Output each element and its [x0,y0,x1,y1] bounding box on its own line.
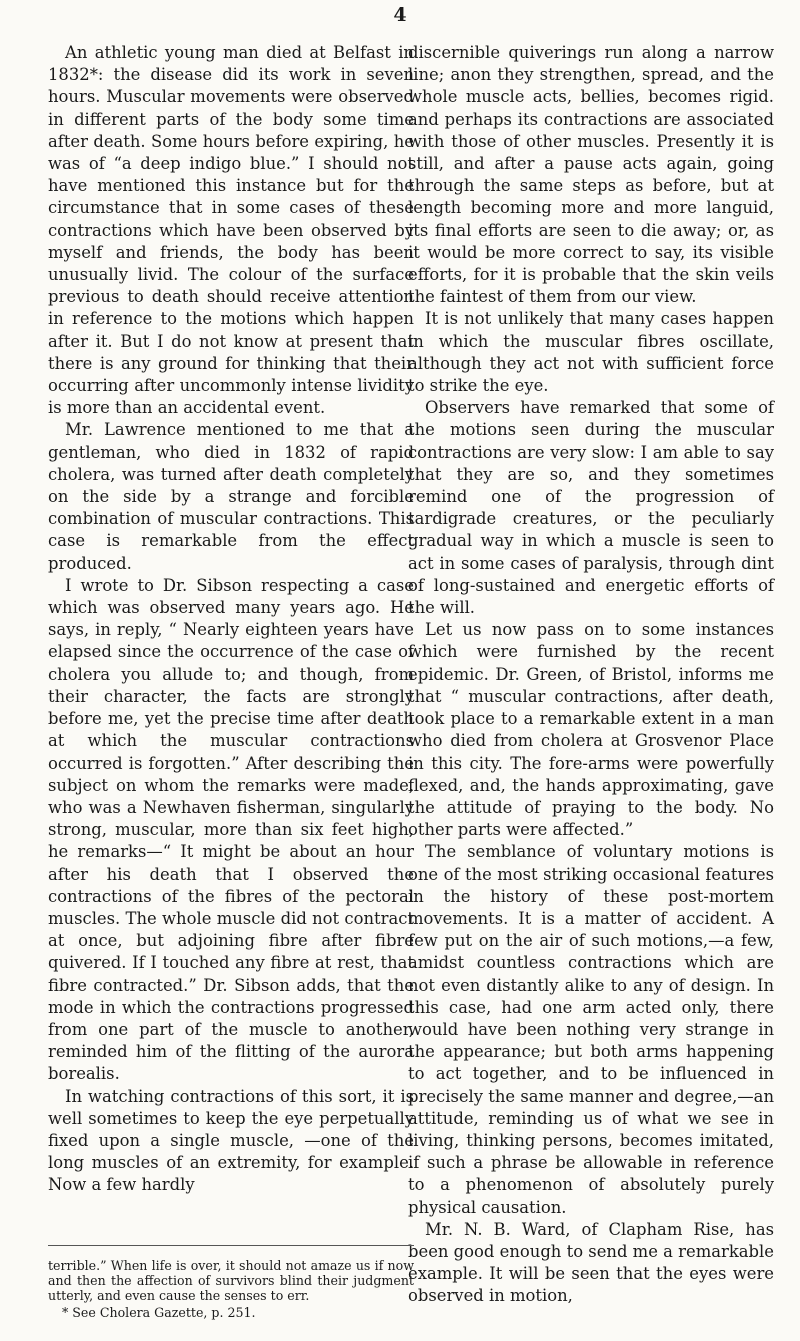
footnote: * See Cholera Gazette, p. 251. [62,1305,256,1320]
footnotes [48,1245,414,1322]
right-paragraph: It is not unlikely that many cases happen in which the muscular fibres oscillate, although they act not with sufficient force to strike the eye. [408,309,774,396]
right-paragraph: Observers have remarked that some of the motions seen during the muscular contractions are very slow: I am able to say that they are so, and they sometimes remind one of the progression of tardigrade creatures, or the peculiarly gradual way in which a muscle is seen to act in some cases of paralysis, through dint of long-sustained and energetic efforts of the will. [408,398,774,618]
right-paragraph: discernible quiverings run along a narrow line; anon they strengthen, spread, and the whole muscle acts, bellies, becomes rigid. and perhaps its contractions are associated with those of other muscles. Presently it is still, and after a pause acts again, going through the same steps as before, but at length becoming more and more languid, its final efforts are seen to die away; or, as it would be more correct to say, its visible efforts, for it is probable that the skin veils the faintest of them from our view. [408,43,774,307]
right-paragraph: Mr. N. B. Ward, of Clapham Rise, has been good enough to send me a remarkable example. It will be seen that the eyes were observed in motion, [408,1219,774,1306]
page-number: 4 [393,4,407,26]
right-column [408,42,774,1308]
right-paragraph: The semblance of voluntary motions is one of the most striking occasional features in the history of these post-mortem movements. It is a matter of accident. A few put on the air of such motions,—a few, amidst countless contractions which are not even distantly alike to any of design. In this case, had one arm acted only, there would have been nothing very strange in the appearance; but both arms happening to act together, and to be influenced in precisely the same manner and degree,—an attitude, reminding us of what we see in living, thinking persons, becomes imitated, if such a phrase be allowable in reference to a phenomenon of absolutely purely physical causation. [408,842,775,1217]
left-paragraph: Mr. Lawrence mentioned to me that a gentleman, who died in 1832 of rapid cholera, was turned after death completely on the side by a strange and forcible combination of muscular contractions. This case is remarkable from the effect produced. [48,420,414,573]
left-paragraph: An athletic young man died at Belfast in 1832*: the disease did its work in seven hours. Muscular movements were observed in different parts of the body some time after death. Some hours before expiring, he was of “a deep indigo blue.” I should not have mentioned this instance but for the circumstance that in some cases of these contractions which have been observed by myself and friends, the body has been unusually livid. The colour of the surface previous to death should receive attention in reference to the motions which happen after it. But I do not know at present that there is any ground for thinking that their occurring after uncommonly intense lividity is more than an accidental event. [48,43,414,418]
left-paragraph: In watching contractions of this sort, it is well sometimes to keep the eye perpetually fixed upon a single muscle, —one of the long muscles of an extremity, for example. Now a few hardly [48,1086,414,1195]
left-column [48,42,414,1197]
right-paragraph: Let us now pass on to some instances which were furnished by the recent epidemic. Dr. Green, of Bristol, informs me that “ muscular contractions, after death, took place to a remarkable extent in a man who died from cholera at Grosvenor Place in this city. The fore-arms were powerfully flexed, and, the hands approximating, gave the attitude of praying to the body. No other parts were affected.” [408,620,774,840]
left-paragraph: I wrote to Dr. Sibson respecting a case which was observed many years ago. He says, in reply, “ Nearly eighteen years have elapsed since the occurrence of the case of cholera you allude to; and though, from their character, the facts are strongly before me, yet the precise time after death at which the muscular contractions occurred is forgotten.” After describing the subject on whom the remarks were made, who was a Newhaven fisherman, singularly strong, muscular, more than six feet high, he remarks—“ It might be about an hour after his death that I observed the contractions of the fibres of the pectoral muscles. The whole muscle did not contract at once, but adjoining fibre after fibre quivered. If I touched any fibre at rest, that fibre contracted.” Dr. Sibson adds, that the mode in which the contractions progressed from one part of the muscle to another, reminded him of the flitting of the aurora borealis. [48,575,414,1084]
footnote-continuation: terrible.” When life is over, it should not amaze us if now and then the affection of survivors blind their judgment utterly, and even cause the senses to err. [48,1258,414,1303]
